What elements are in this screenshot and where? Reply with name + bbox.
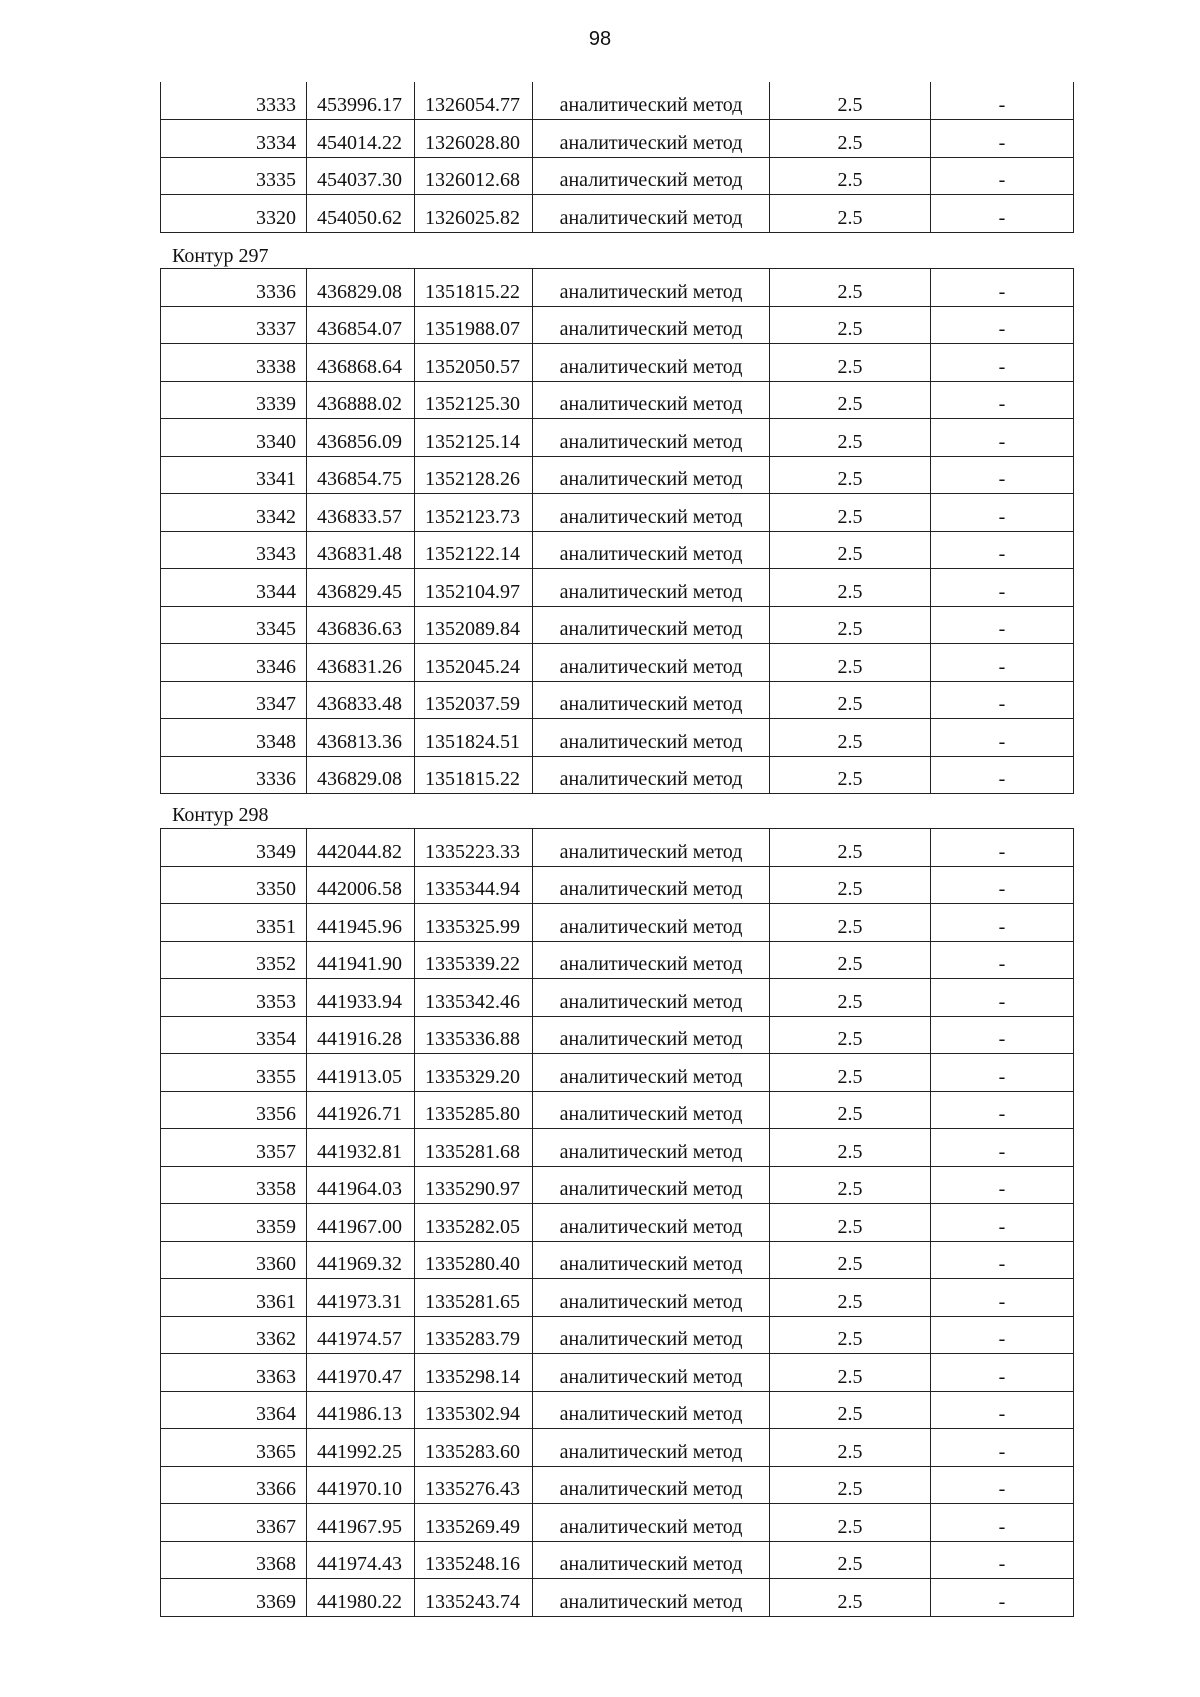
- x-coordinate-cell: 441964.03: [307, 1166, 415, 1204]
- y-coordinate-cell: 1335281.68: [415, 1129, 533, 1167]
- point-number-cell: 3342: [161, 494, 307, 532]
- method-cell: аналитический метод: [533, 1316, 770, 1354]
- x-coordinate-cell: 442006.58: [307, 866, 415, 904]
- description-cell: -: [931, 1391, 1074, 1429]
- method-cell: аналитический метод: [533, 306, 770, 344]
- x-coordinate-cell: 436831.26: [307, 644, 415, 682]
- point-number-cell: 3320: [161, 195, 307, 233]
- x-coordinate-cell: 436854.07: [307, 306, 415, 344]
- x-coordinate-cell: 441973.31: [307, 1279, 415, 1317]
- x-coordinate-cell: 454014.22: [307, 120, 415, 158]
- x-coordinate-cell: 436833.57: [307, 494, 415, 532]
- table-row: [161, 1091, 1074, 1129]
- x-coordinate-cell: 441970.10: [307, 1466, 415, 1504]
- table-row: [161, 1279, 1074, 1317]
- description-cell: -: [931, 1241, 1074, 1279]
- y-coordinate-cell: 1335339.22: [415, 941, 533, 979]
- page-number: 98: [588, 28, 612, 50]
- method-cell: аналитический метод: [533, 269, 770, 307]
- precision-cell: 2.5: [770, 120, 931, 158]
- point-number-cell: 3333: [161, 82, 307, 120]
- description-cell: -: [931, 979, 1074, 1017]
- table-row: [161, 569, 1074, 607]
- point-number-cell: 3359: [161, 1204, 307, 1242]
- x-coordinate-cell: 441932.81: [307, 1129, 415, 1167]
- precision-cell: 2.5: [770, 829, 931, 867]
- point-number-cell: 3369: [161, 1579, 307, 1617]
- x-coordinate-cell: 441945.96: [307, 904, 415, 942]
- method-cell: аналитический метод: [533, 979, 770, 1017]
- y-coordinate-cell: 1326025.82: [415, 195, 533, 233]
- description-cell: -: [931, 1429, 1074, 1467]
- description-cell: -: [931, 866, 1074, 904]
- method-cell: аналитический метод: [533, 1204, 770, 1242]
- precision-cell: 2.5: [770, 1129, 931, 1167]
- table-row: [161, 681, 1074, 719]
- description-cell: -: [931, 1579, 1074, 1617]
- method-cell: аналитический метод: [533, 1166, 770, 1204]
- point-number-cell: 3348: [161, 719, 307, 757]
- point-number-cell: 3336: [161, 269, 307, 307]
- y-coordinate-cell: 1335302.94: [415, 1391, 533, 1429]
- precision-cell: 2.5: [770, 269, 931, 307]
- point-number-cell: 3352: [161, 941, 307, 979]
- method-cell: аналитический метод: [533, 756, 770, 794]
- y-coordinate-cell: 1352089.84: [415, 606, 533, 644]
- table-row: [161, 829, 1074, 867]
- method-cell: аналитический метод: [533, 120, 770, 158]
- precision-cell: 2.5: [770, 1391, 931, 1429]
- description-cell: -: [931, 82, 1074, 120]
- table-row: [161, 1316, 1074, 1354]
- point-number-cell: 3367: [161, 1504, 307, 1542]
- precision-cell: 2.5: [770, 82, 931, 120]
- precision-cell: 2.5: [770, 866, 931, 904]
- y-coordinate-cell: 1335276.43: [415, 1466, 533, 1504]
- method-cell: аналитический метод: [533, 1279, 770, 1317]
- x-coordinate-cell: 436829.08: [307, 756, 415, 794]
- y-coordinate-cell: 1335283.79: [415, 1316, 533, 1354]
- table-row: [161, 1166, 1074, 1204]
- y-coordinate-cell: 1352128.26: [415, 456, 533, 494]
- description-cell: -: [931, 344, 1074, 382]
- method-cell: аналитический метод: [533, 381, 770, 419]
- table-row: [161, 82, 1074, 120]
- table-row: [161, 1129, 1074, 1167]
- y-coordinate-cell: 1352037.59: [415, 681, 533, 719]
- precision-cell: 2.5: [770, 644, 931, 682]
- table-row: [161, 644, 1074, 682]
- contour-297-table: [160, 268, 1074, 794]
- y-coordinate-cell: 1335248.16: [415, 1541, 533, 1579]
- point-number-cell: 3343: [161, 531, 307, 569]
- x-coordinate-cell: 436833.48: [307, 681, 415, 719]
- description-cell: -: [931, 269, 1074, 307]
- description-cell: -: [931, 756, 1074, 794]
- description-cell: -: [931, 1354, 1074, 1392]
- point-number-cell: 3366: [161, 1466, 307, 1504]
- y-coordinate-cell: 1335281.65: [415, 1279, 533, 1317]
- table-row: [161, 941, 1074, 979]
- table-row: [161, 606, 1074, 644]
- y-coordinate-cell: 1335329.20: [415, 1054, 533, 1092]
- table-row: [161, 306, 1074, 344]
- method-cell: аналитический метод: [533, 195, 770, 233]
- point-number-cell: 3335: [161, 157, 307, 195]
- method-cell: аналитический метод: [533, 1391, 770, 1429]
- precision-cell: 2.5: [770, 1504, 931, 1542]
- table-row: [161, 719, 1074, 757]
- x-coordinate-cell: 436813.36: [307, 719, 415, 757]
- point-number-cell: 3341: [161, 456, 307, 494]
- description-cell: -: [931, 1091, 1074, 1129]
- point-number-cell: 3361: [161, 1279, 307, 1317]
- y-coordinate-cell: 1352125.30: [415, 381, 533, 419]
- y-coordinate-cell: 1335336.88: [415, 1016, 533, 1054]
- y-coordinate-cell: 1351815.22: [415, 756, 533, 794]
- precision-cell: 2.5: [770, 1429, 931, 1467]
- precision-cell: 2.5: [770, 1166, 931, 1204]
- description-cell: -: [931, 1466, 1074, 1504]
- x-coordinate-cell: 436868.64: [307, 344, 415, 382]
- table-row: [161, 120, 1074, 158]
- description-cell: -: [931, 157, 1074, 195]
- precision-cell: 2.5: [770, 1316, 931, 1354]
- y-coordinate-cell: 1352122.14: [415, 531, 533, 569]
- description-cell: -: [931, 681, 1074, 719]
- table-row: [161, 1541, 1074, 1579]
- description-cell: -: [931, 419, 1074, 457]
- description-cell: -: [931, 1054, 1074, 1092]
- y-coordinate-cell: 1351988.07: [415, 306, 533, 344]
- table-row: [161, 1391, 1074, 1429]
- method-cell: аналитический метод: [533, 644, 770, 682]
- description-cell: -: [931, 606, 1074, 644]
- x-coordinate-cell: 436829.08: [307, 269, 415, 307]
- description-cell: -: [931, 569, 1074, 607]
- point-number-cell: 3336: [161, 756, 307, 794]
- y-coordinate-cell: 1326054.77: [415, 82, 533, 120]
- contour-298-title: Контур 298: [172, 804, 269, 826]
- table-row: [161, 1204, 1074, 1242]
- description-cell: -: [931, 1504, 1074, 1542]
- method-cell: аналитический метод: [533, 941, 770, 979]
- x-coordinate-cell: 436888.02: [307, 381, 415, 419]
- description-cell: -: [931, 644, 1074, 682]
- point-number-cell: 3356: [161, 1091, 307, 1129]
- x-coordinate-cell: 441970.47: [307, 1354, 415, 1392]
- point-number-cell: 3349: [161, 829, 307, 867]
- table-row: [161, 157, 1074, 195]
- y-coordinate-cell: 1326028.80: [415, 120, 533, 158]
- point-number-cell: 3355: [161, 1054, 307, 1092]
- x-coordinate-cell: 441933.94: [307, 979, 415, 1017]
- table-row: [161, 1016, 1074, 1054]
- method-cell: аналитический метод: [533, 456, 770, 494]
- y-coordinate-cell: 1351824.51: [415, 719, 533, 757]
- y-coordinate-cell: 1326012.68: [415, 157, 533, 195]
- method-cell: аналитический метод: [533, 82, 770, 120]
- y-coordinate-cell: 1335344.94: [415, 866, 533, 904]
- method-cell: аналитический метод: [533, 606, 770, 644]
- description-cell: -: [931, 1166, 1074, 1204]
- x-coordinate-cell: 441926.71: [307, 1091, 415, 1129]
- precision-cell: 2.5: [770, 606, 931, 644]
- precision-cell: 2.5: [770, 1054, 931, 1092]
- y-coordinate-cell: 1352125.14: [415, 419, 533, 457]
- precision-cell: 2.5: [770, 419, 931, 457]
- method-cell: аналитический метод: [533, 1579, 770, 1617]
- table-row: [161, 1054, 1074, 1092]
- method-cell: аналитический метод: [533, 344, 770, 382]
- method-cell: аналитический метод: [533, 157, 770, 195]
- precision-cell: 2.5: [770, 381, 931, 419]
- table-row: [161, 494, 1074, 532]
- point-number-cell: 3340: [161, 419, 307, 457]
- point-number-cell: 3351: [161, 904, 307, 942]
- description-cell: -: [931, 941, 1074, 979]
- table-row: [161, 381, 1074, 419]
- precision-cell: 2.5: [770, 195, 931, 233]
- method-cell: аналитический метод: [533, 1466, 770, 1504]
- point-number-cell: 3358: [161, 1166, 307, 1204]
- precision-cell: 2.5: [770, 681, 931, 719]
- table-row: [161, 344, 1074, 382]
- description-cell: -: [931, 1541, 1074, 1579]
- method-cell: аналитический метод: [533, 1054, 770, 1092]
- description-cell: -: [931, 531, 1074, 569]
- point-number-cell: 3338: [161, 344, 307, 382]
- point-number-cell: 3363: [161, 1354, 307, 1392]
- precision-cell: 2.5: [770, 306, 931, 344]
- precision-cell: 2.5: [770, 904, 931, 942]
- x-coordinate-cell: 436854.75: [307, 456, 415, 494]
- point-number-cell: 3350: [161, 866, 307, 904]
- method-cell: аналитический метод: [533, 494, 770, 532]
- point-number-cell: 3337: [161, 306, 307, 344]
- precision-cell: 2.5: [770, 1466, 931, 1504]
- point-number-cell: 3353: [161, 979, 307, 1017]
- y-coordinate-cell: 1351815.22: [415, 269, 533, 307]
- y-coordinate-cell: 1335283.60: [415, 1429, 533, 1467]
- precision-cell: 2.5: [770, 494, 931, 532]
- point-number-cell: 3364: [161, 1391, 307, 1429]
- precision-cell: 2.5: [770, 531, 931, 569]
- x-coordinate-cell: 441967.95: [307, 1504, 415, 1542]
- table-row: [161, 1241, 1074, 1279]
- description-cell: -: [931, 195, 1074, 233]
- description-cell: -: [931, 306, 1074, 344]
- contour-297-title: Контур 297: [172, 245, 269, 267]
- table-row: [161, 269, 1074, 307]
- table-row: [161, 904, 1074, 942]
- precision-cell: 2.5: [770, 1204, 931, 1242]
- method-cell: аналитический метод: [533, 1354, 770, 1392]
- method-cell: аналитический метод: [533, 904, 770, 942]
- precision-cell: 2.5: [770, 941, 931, 979]
- description-cell: -: [931, 1204, 1074, 1242]
- method-cell: аналитический метод: [533, 681, 770, 719]
- precision-cell: 2.5: [770, 1541, 931, 1579]
- x-coordinate-cell: 441967.00: [307, 1204, 415, 1242]
- point-number-cell: 3345: [161, 606, 307, 644]
- description-cell: -: [931, 381, 1074, 419]
- table-row: [161, 1504, 1074, 1542]
- precision-cell: 2.5: [770, 1241, 931, 1279]
- point-number-cell: 3346: [161, 644, 307, 682]
- precision-cell: 2.5: [770, 756, 931, 794]
- precision-cell: 2.5: [770, 157, 931, 195]
- precision-cell: 2.5: [770, 1354, 931, 1392]
- precision-cell: 2.5: [770, 569, 931, 607]
- table-row: [161, 419, 1074, 457]
- contour-298-table: [160, 828, 1074, 1617]
- description-cell: -: [931, 1016, 1074, 1054]
- description-cell: -: [931, 1279, 1074, 1317]
- x-coordinate-cell: 436856.09: [307, 419, 415, 457]
- precision-cell: 2.5: [770, 1579, 931, 1617]
- y-coordinate-cell: 1352123.73: [415, 494, 533, 532]
- method-cell: аналитический метод: [533, 1541, 770, 1579]
- x-coordinate-cell: 441916.28: [307, 1016, 415, 1054]
- x-coordinate-cell: 441913.05: [307, 1054, 415, 1092]
- x-coordinate-cell: 441941.90: [307, 941, 415, 979]
- point-number-cell: 3368: [161, 1541, 307, 1579]
- x-coordinate-cell: 454050.62: [307, 195, 415, 233]
- x-coordinate-cell: 441969.32: [307, 1241, 415, 1279]
- method-cell: аналитический метод: [533, 1429, 770, 1467]
- table-row: [161, 866, 1074, 904]
- y-coordinate-cell: 1352050.57: [415, 344, 533, 382]
- method-cell: аналитический метод: [533, 1091, 770, 1129]
- x-coordinate-cell: 442044.82: [307, 829, 415, 867]
- point-number-cell: 3362: [161, 1316, 307, 1354]
- x-coordinate-cell: 436831.48: [307, 531, 415, 569]
- method-cell: аналитический метод: [533, 1504, 770, 1542]
- x-coordinate-cell: 441974.57: [307, 1316, 415, 1354]
- x-coordinate-cell: 441986.13: [307, 1391, 415, 1429]
- x-coordinate-cell: 454037.30: [307, 157, 415, 195]
- method-cell: аналитический метод: [533, 569, 770, 607]
- method-cell: аналитический метод: [533, 531, 770, 569]
- description-cell: -: [931, 904, 1074, 942]
- method-cell: аналитический метод: [533, 419, 770, 457]
- precision-cell: 2.5: [770, 1016, 931, 1054]
- point-number-cell: 3344: [161, 569, 307, 607]
- point-number-cell: 3334: [161, 120, 307, 158]
- table-row: [161, 195, 1074, 233]
- x-coordinate-cell: 441992.25: [307, 1429, 415, 1467]
- method-cell: аналитический метод: [533, 1241, 770, 1279]
- description-cell: -: [931, 719, 1074, 757]
- method-cell: аналитический метод: [533, 829, 770, 867]
- point-number-cell: 3357: [161, 1129, 307, 1167]
- table-row: [161, 756, 1074, 794]
- point-number-cell: 3360: [161, 1241, 307, 1279]
- method-cell: аналитический метод: [533, 1129, 770, 1167]
- y-coordinate-cell: 1352104.97: [415, 569, 533, 607]
- table-row: [161, 1354, 1074, 1392]
- y-coordinate-cell: 1335290.97: [415, 1166, 533, 1204]
- y-coordinate-cell: 1335285.80: [415, 1091, 533, 1129]
- method-cell: аналитический метод: [533, 719, 770, 757]
- precision-cell: 2.5: [770, 719, 931, 757]
- precision-cell: 2.5: [770, 344, 931, 382]
- precision-cell: 2.5: [770, 1091, 931, 1129]
- y-coordinate-cell: 1335243.74: [415, 1579, 533, 1617]
- point-number-cell: 3354: [161, 1016, 307, 1054]
- y-coordinate-cell: 1335342.46: [415, 979, 533, 1017]
- table-row: [161, 531, 1074, 569]
- y-coordinate-cell: 1352045.24: [415, 644, 533, 682]
- table-row: [161, 979, 1074, 1017]
- description-cell: -: [931, 1129, 1074, 1167]
- description-cell: -: [931, 120, 1074, 158]
- x-coordinate-cell: 453996.17: [307, 82, 415, 120]
- table-row: [161, 1579, 1074, 1617]
- y-coordinate-cell: 1335325.99: [415, 904, 533, 942]
- description-cell: -: [931, 829, 1074, 867]
- y-coordinate-cell: 1335282.05: [415, 1204, 533, 1242]
- point-number-cell: 3365: [161, 1429, 307, 1467]
- point-number-cell: 3347: [161, 681, 307, 719]
- table-row: [161, 1466, 1074, 1504]
- x-coordinate-cell: 436829.45: [307, 569, 415, 607]
- description-cell: -: [931, 494, 1074, 532]
- precision-cell: 2.5: [770, 456, 931, 494]
- x-coordinate-cell: 441974.43: [307, 1541, 415, 1579]
- description-cell: -: [931, 456, 1074, 494]
- method-cell: аналитический метод: [533, 1016, 770, 1054]
- x-coordinate-cell: 441980.22: [307, 1579, 415, 1617]
- table-row: [161, 1429, 1074, 1467]
- precision-cell: 2.5: [770, 1279, 931, 1317]
- method-cell: аналитический метод: [533, 866, 770, 904]
- point-number-cell: 3339: [161, 381, 307, 419]
- coordinates-table-continued: [160, 82, 1074, 233]
- description-cell: -: [931, 1316, 1074, 1354]
- table-row: [161, 456, 1074, 494]
- x-coordinate-cell: 436836.63: [307, 606, 415, 644]
- y-coordinate-cell: 1335298.14: [415, 1354, 533, 1392]
- y-coordinate-cell: 1335269.49: [415, 1504, 533, 1542]
- y-coordinate-cell: 1335223.33: [415, 829, 533, 867]
- precision-cell: 2.5: [770, 979, 931, 1017]
- y-coordinate-cell: 1335280.40: [415, 1241, 533, 1279]
